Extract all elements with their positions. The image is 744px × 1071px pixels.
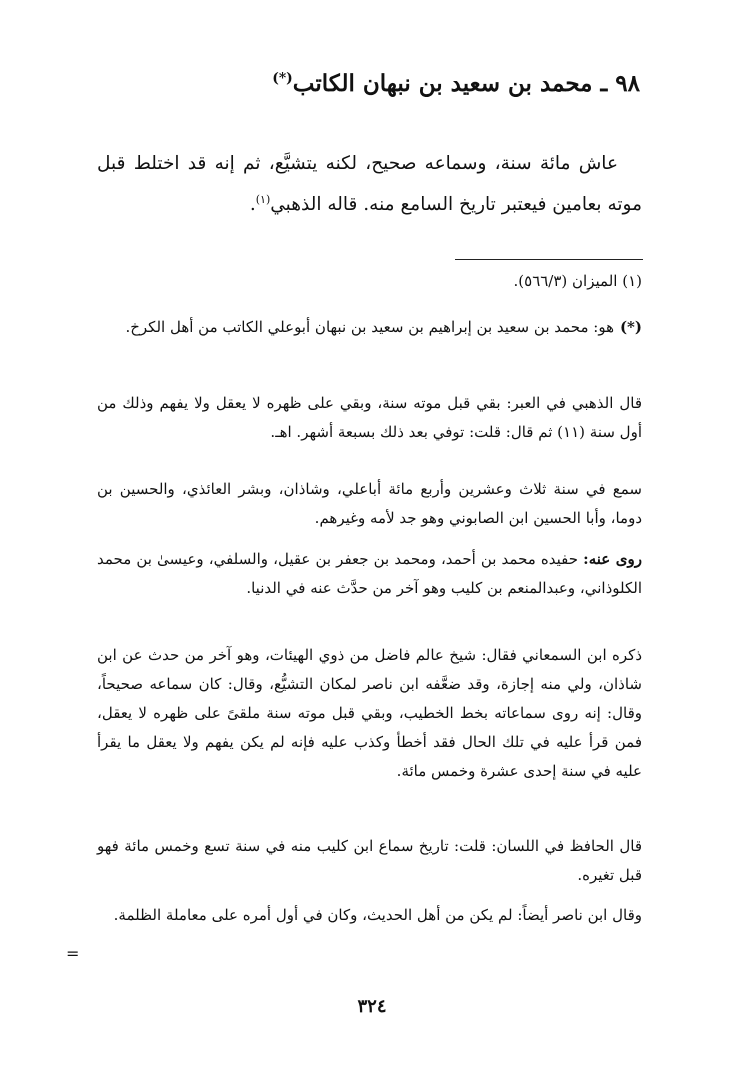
footnote-paragraph-text: سمع في سنة ثلاث وعشرين وأربع مائة أباعلي، وشاذان، وبشر العائذي، والحسين بن دوما، وأبا الحسين ابن الصابوني وهو جد لأمه وغيرهم.	[97, 480, 642, 527]
footnote-separator	[455, 259, 643, 260]
continuation-mark: =	[66, 944, 80, 963]
footnote-paragraph-text: ذكره ابن السمعاني فقال: شيخ عالم فاضل من ذوي الهيئات، وهو آخر من حدث عن ابن شاذان، ولي منه إجازة، وقد ضعَّفه ابن ناصر لمكان التشيُّع، وقال: كان سماعه صحيحاً، وقال: إنه روى سماعاته بخط الخطيب، وبقي قبل موته سنة ملقىً على ظهره لا يعقل، فمن قرأ عليه في تلك الحال فقد أخطأ وكذب عليه فإنه لم يكن يفهم ولا يعقل ما يقرأ عليه في سنة إحدى عشرة وخمس مائة.	[97, 646, 642, 780]
footnote-paragraph-text: قال الحافظ في اللسان: قلت: تاريخ سماع ابن كليب منه في سنة تسع وخمس مائة فهو قبل تغيره.	[97, 837, 642, 884]
footnote-1	[97, 267, 642, 296]
footnote-paragraph	[97, 545, 642, 603]
footnote-star	[97, 313, 642, 342]
heading-note-ref: (*)	[272, 70, 293, 87]
footnote-paragraph-text: حفيده محمد بن أحمد، ومحمد بن جعفر بن عقيل، والسلفي، وعيسىٰ بن محمد الكلوذاني، وعبدالمنعم بن كليب وهو آخر من حدَّث عنه في الدنيا.	[97, 550, 642, 597]
footnote-star-text: هو: محمد بن سعيد بن إبراهيم بن سعيد بن نبهان أبوعلي الكاتب من أهل الكرخ.	[125, 318, 614, 336]
biography-heading	[100, 70, 640, 97]
footnote-paragraph-text: وقال ابن ناصر أيضاً: لم يكن من أهل الحديث، وكان في أول أمره على معاملة الظلمة.	[113, 906, 642, 924]
entry-name: محمد بن سعيد بن نبهان الكاتب	[292, 70, 593, 97]
main-paragraph: عاش مائة سنة، وسماعه صحيح، لكنه يتشيَّع، ثم إنه قد اختلط قبل موته بعامين فيعتبر تاريخ السامع منه. قاله الذهبي$^{(١)}$.	[97, 153, 642, 216]
footnote-paragraph	[97, 389, 642, 447]
footnote-paragraph-text: قال الذهبي في العبر: بقي قبل موته سنة، وبقي على ظهره لا يعقل ولا يفهم وذلك من أول سنة (١١) ثم قال: قلت: توفي بعد ذلك بسبعة أشهر. اهـ.	[97, 394, 642, 441]
footnote-1-text: الميزان (٥٦٦/٣).	[513, 272, 618, 290]
footnote-paragraph	[97, 832, 642, 890]
footnote-paragraph	[97, 475, 642, 533]
entry-number: ٩٨ ـ	[600, 70, 640, 97]
footnote-star-marker: (*)	[619, 318, 642, 336]
main-paragraph-text: عاش مائة سنة، وسماعه صحيح، لكنه يتشيَّع، ثم إنه قد اختلط قبل موته بعامين فيعتبر تاريخ السامع منه. قاله الذهبي	[97, 153, 642, 216]
footnote-paragraph	[97, 641, 642, 786]
page-number: ٣٢٤	[357, 996, 387, 1017]
footnote-paragraph-lead: روى عنه:	[583, 550, 642, 568]
main-note-ref: (١)	[255, 193, 271, 206]
footnote-paragraph	[97, 901, 642, 930]
footnote-1-marker: (١)	[622, 272, 642, 290]
